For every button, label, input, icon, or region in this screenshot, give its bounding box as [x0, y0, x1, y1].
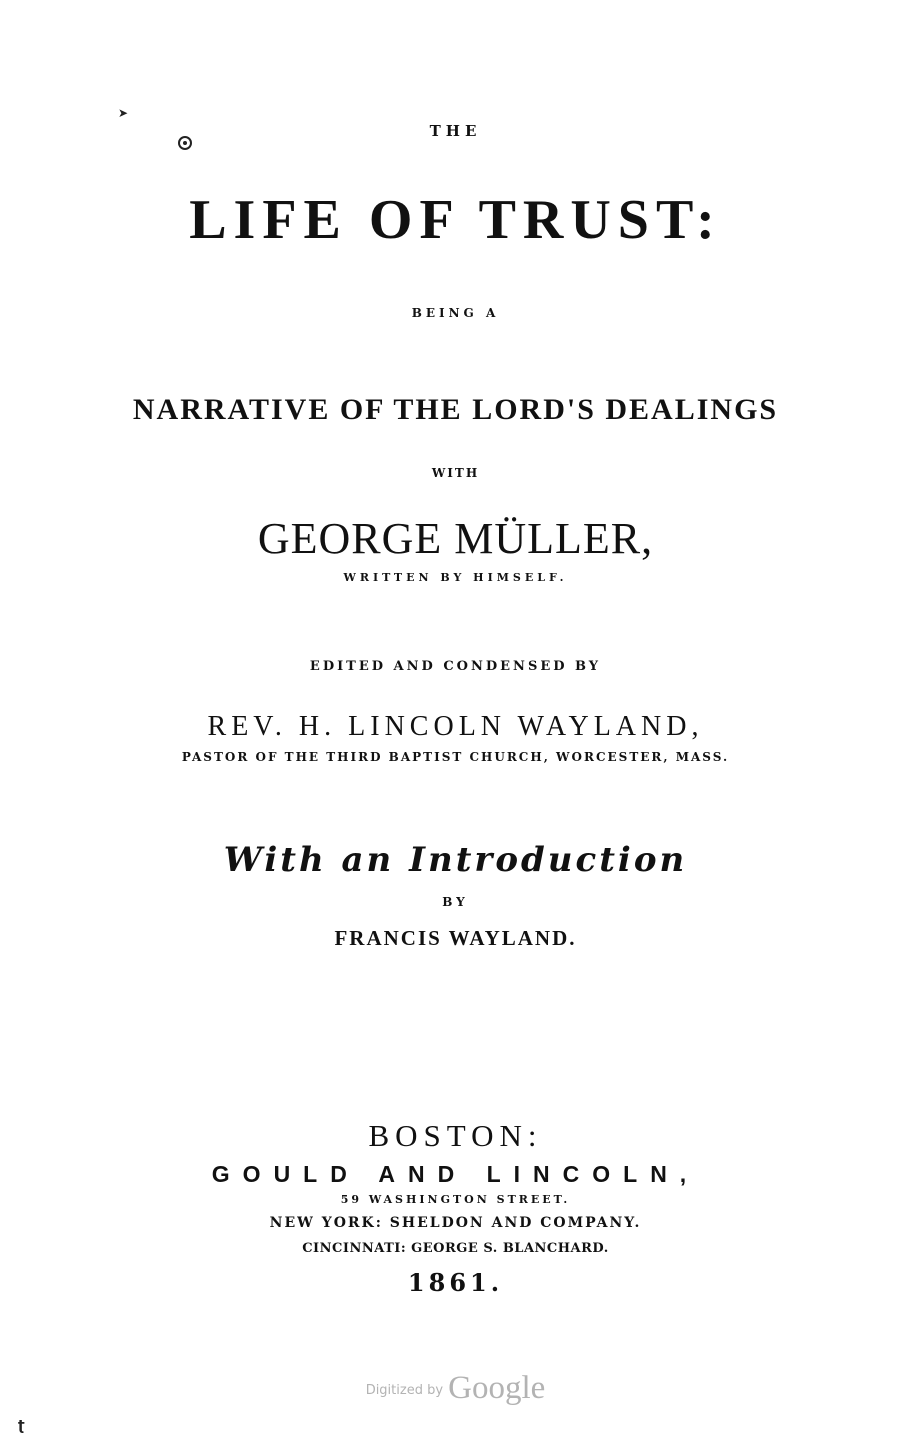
title-article: THE	[429, 122, 482, 140]
imprint-publisher: GOULD AND LINCOLN,	[211, 1161, 700, 1187]
imprint-new-york: NEW YORK: SHELDON AND COMPANY.	[269, 1215, 642, 1231]
author-name: GEORGE MÜLLER,	[257, 514, 654, 563]
imprint-address: 59 WASHINGTON STREET.	[340, 1193, 571, 1206]
subtitle: NARRATIVE OF THE LORD'S DEALINGS	[132, 393, 779, 426]
imprint-cincinnati: CINCINNATI: GEORGE S. BLANCHARD.	[302, 1241, 609, 1256]
book-title: LIFE OF TRUST:	[189, 189, 722, 251]
editor-name: REV. H. LINCOLN WAYLAND,	[207, 711, 704, 742]
intro-author-name: FRANCIS WAYLAND.	[334, 926, 577, 950]
watermark-brand: Google	[448, 1370, 546, 1406]
corner-mark-icon: ʈ	[18, 1418, 25, 1434]
digitized-watermark	[0, 1370, 911, 1407]
imprint-city: BOSTON:	[368, 1118, 543, 1153]
watermark-prefix: Digitized by	[365, 1383, 444, 1398]
subtitle-with: WITH	[431, 466, 480, 480]
imprint-year: 1861.	[407, 1268, 504, 1297]
written-by: WRITTEN BY HIMSELF.	[343, 571, 568, 584]
introduction-heading: With an Introduction	[223, 840, 688, 880]
edited-by-label: EDITED AND CONDENSED BY	[309, 659, 602, 674]
editor-role: PASTOR OF THE THIRD BAPTIST CHURCH, WORCESTER, MASS.	[181, 750, 730, 764]
intro-by-label: BY	[442, 895, 469, 909]
margin-mark-icon: ➤	[118, 106, 129, 120]
subtitle-intro: BEING A	[411, 306, 500, 320]
